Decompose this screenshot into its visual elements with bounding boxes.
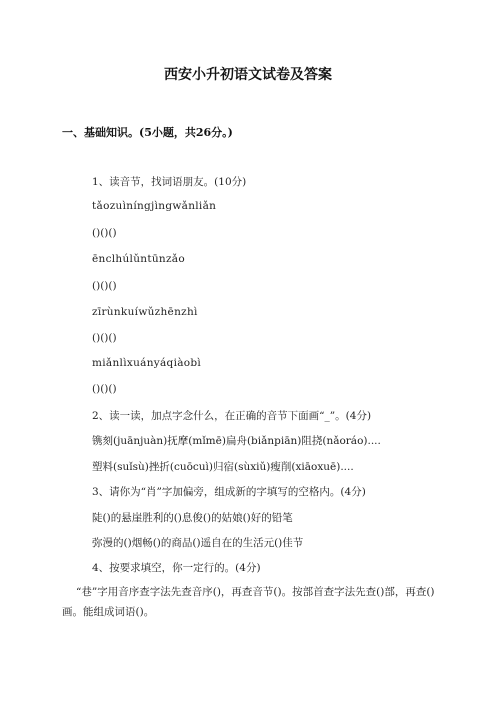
answer-blanks: ()()() [92,332,117,344]
question-4-prompt: 4、按要求填空，你一定行的。(4分) [92,562,261,574]
question-3-prompt: 3、请你为“肖”字加偏旁，组成新的字填写的空格内。(4分) [92,486,366,498]
pinyin-line: tǎozuìníngjìngwǎnliǎn [92,200,217,212]
question-1-prompt: 1、读音节，找词语朋友。(10分) [92,176,247,188]
question-4-paragraph: “巷”字用音序查字法先查音序()，再查音节()。按部首查字法先查()部，再查()画。能组成词语()。 [62,586,435,618]
question-3-line: 陡()的悬崖胜利的()息俊()的姑娘()好的铅笔 [92,512,293,524]
question-2-prompt: 2、读一读，加点字念什么，在正确的音节下面画“_”。(4分) [92,410,372,422]
question-2-line: 镌刻(juānjuàn)抚摩(mǐmē)扁舟(biǎnpiān)阻挠(nǎoráo).... [92,435,381,447]
answer-blanks: ()()() [92,227,117,239]
pinyin-line: zīrùnkuíwǔzhēnzhì [92,306,198,318]
pinyin-line: miǎnlìxuányáqiàobì [92,357,202,369]
document-title: 西安小升初语文试卷及答案 [164,67,332,83]
pinyin-line: ēnclhúlǔntūnzǎo [92,253,185,265]
answer-blanks: ()()() [92,280,117,292]
section-heading: 一、基础知识。(5小题，共26分。) [62,126,233,139]
question-3-line: 弥漫的()烟畅()的商品()遥自在的生活元()佳节 [92,537,304,549]
question-2-line: 塑料(suǐsù)挫折(cuōcuì)归宿(sùxiǔ)瘦削(xiāoxuē).... [92,461,354,473]
answer-blanks: ()()() [92,383,117,395]
